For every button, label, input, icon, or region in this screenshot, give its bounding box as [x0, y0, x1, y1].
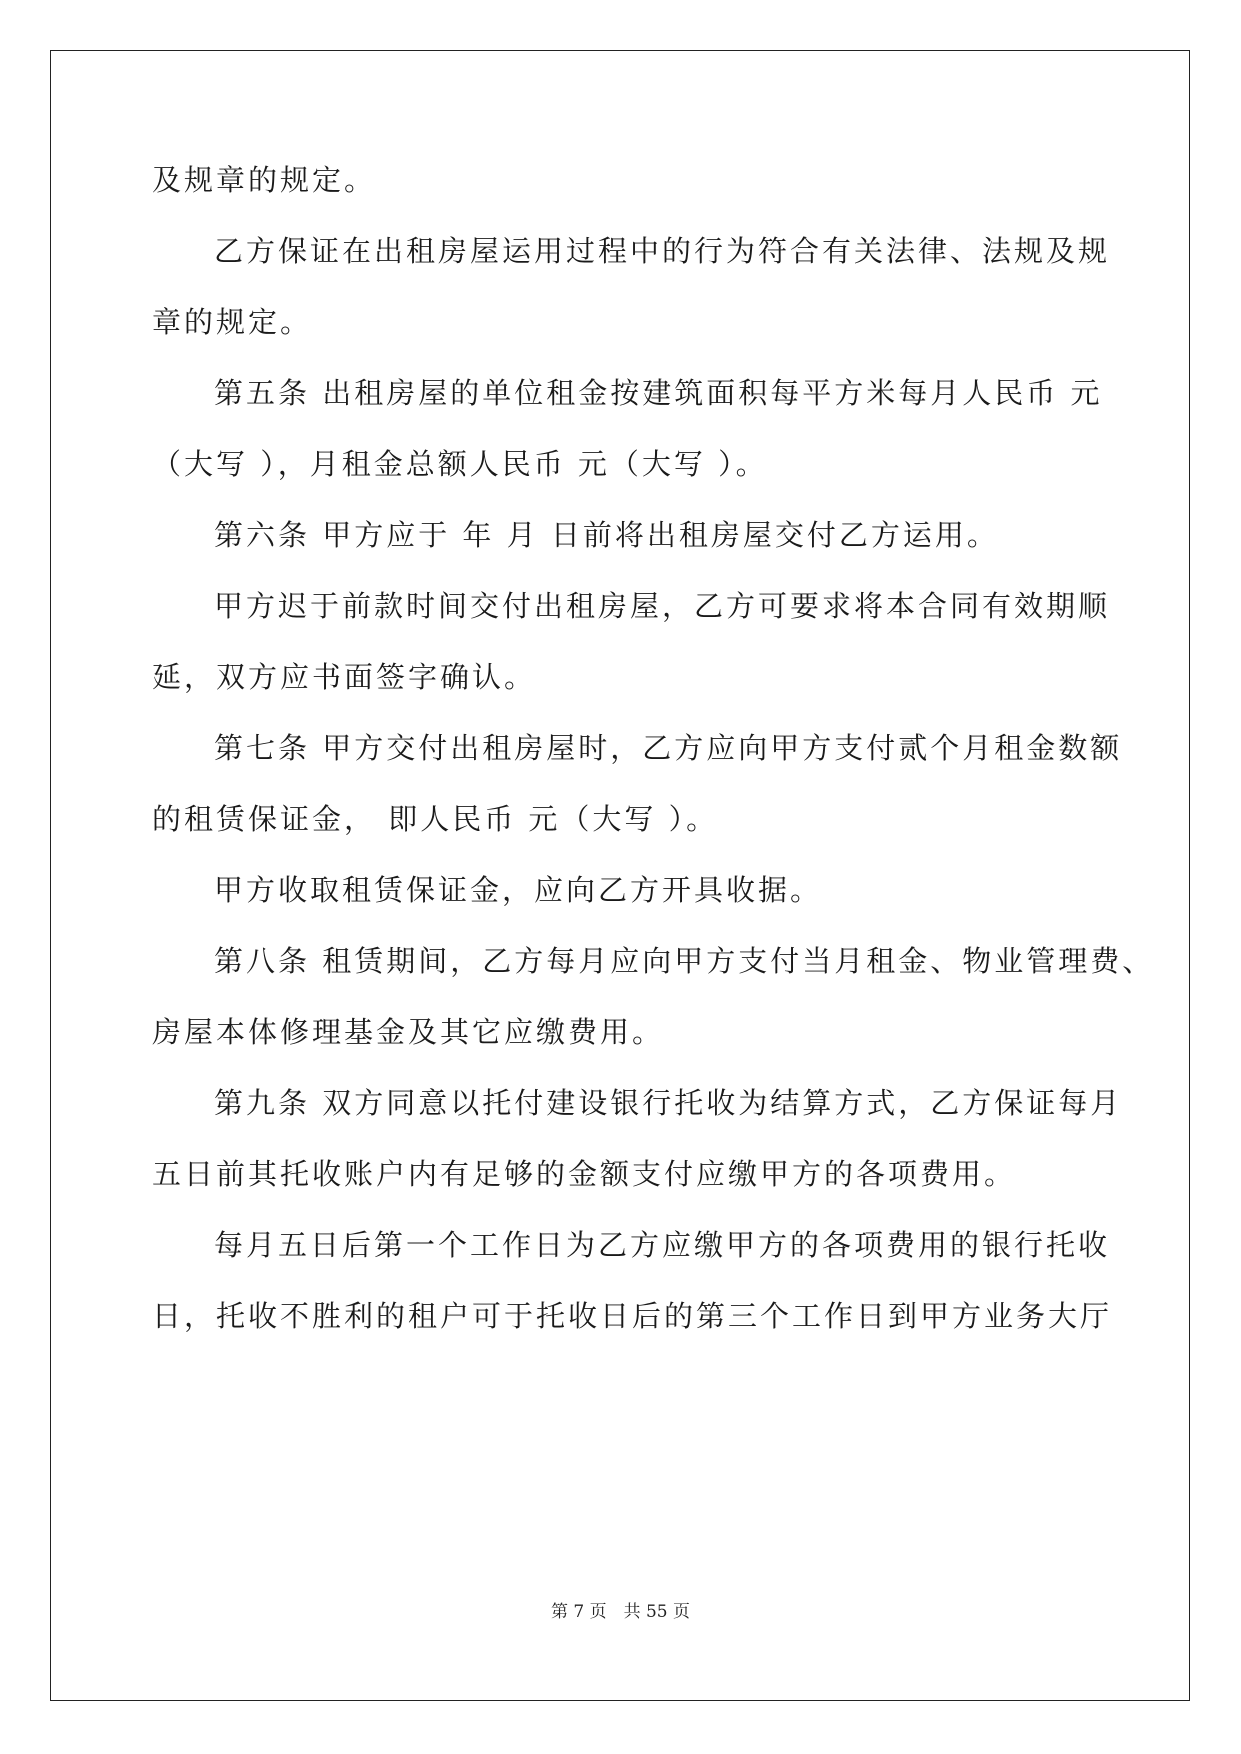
page-number: 第 7 页 共 55 页 [550, 1602, 691, 1622]
text-line: 第八条 租赁期间，乙方每月应向甲方支付当月租金、物业管理费、 [214, 944, 1155, 978]
text-line: 第九条 双方同意以托付建设银行托收为结算方式，乙方保证每月 [214, 1086, 1123, 1120]
text-line: 第六条 甲方应于 年 月 日前将出租房屋交付乙方运用。 [214, 518, 999, 552]
text-line: 延，双方应书面签字确认。 [152, 660, 537, 694]
text-line: 乙方保证在出租房屋运用过程中的行为符合有关法律、法规及规 [214, 234, 1111, 268]
text-line: 房屋本体修理基金及其它应缴费用。 [152, 1015, 665, 1049]
text-line: （大写 ），月租金总额人民币 元（大写 ）。 [152, 447, 768, 481]
text-line: 章的规定。 [152, 305, 313, 339]
text-line: 及规章的规定。 [152, 163, 377, 197]
text-line: 每月五日后第一个工作日为乙方应缴甲方的各项费用的银行托收 [214, 1228, 1111, 1262]
text-line: 甲方收取租赁保证金，应向乙方开具收据。 [214, 873, 823, 907]
text-line: 日，托收不胜利的租户可于托收日后的第三个工作日到甲方业务大厅 [152, 1299, 1113, 1333]
text-line: 五日前其托收账户内有足够的金额支付应缴甲方的各项费用。 [152, 1157, 1017, 1191]
text-line: 第七条 甲方交付出租房屋时，乙方应向甲方支付贰个月租金数额 [214, 731, 1123, 765]
text-line: 甲方迟于前款时间交付出租房屋，乙方可要求将本合同有效期顺 [214, 589, 1111, 623]
text-line: 第五条 出租房屋的单位租金按建筑面积每平方米每月人民币 元 [214, 376, 1103, 410]
text-line: 的租赁保证金， 即人民币 元（大写 ）。 [152, 802, 719, 836]
